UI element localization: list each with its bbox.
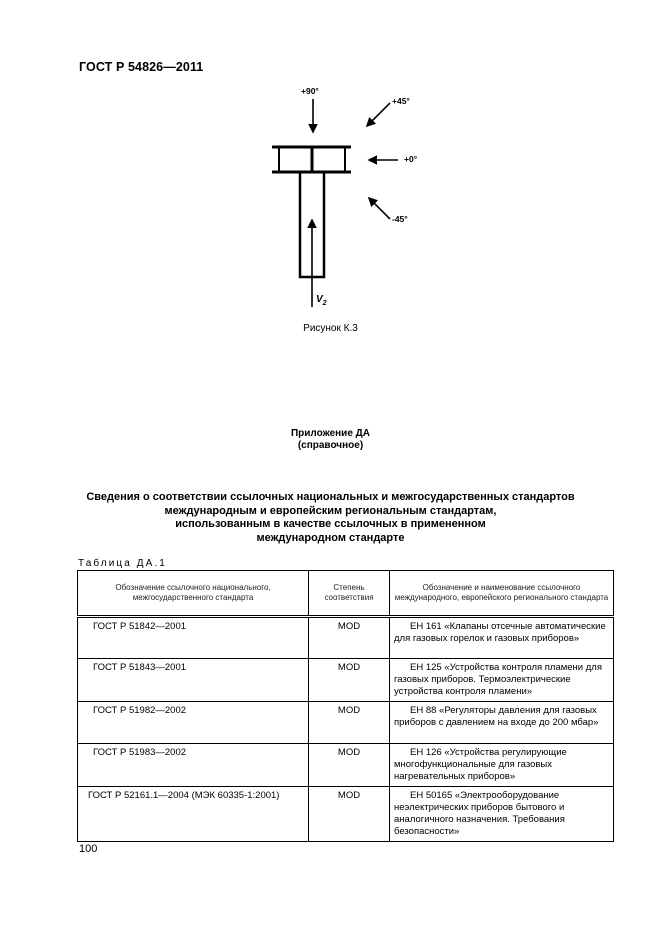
title-line: международном стандарте [256,531,405,544]
angle-label-minus45: -45° [392,214,408,224]
header-national-standard: Обозначение ссылочного национального, межгосударственного стандарта [78,571,309,617]
standards-correspondence-table [77,570,614,842]
appendix-type: (справочное) [297,440,364,451]
table-row [78,744,614,787]
cell-national: ГОСТ Р 51842—2001 [78,617,309,659]
cell-national: ГОСТ Р 51983—2002 [78,744,309,787]
table-row [78,702,614,744]
cell-national: ГОСТ Р 51843—2001 [78,659,309,702]
document-code-header: ГОСТ Р 54826—2011 [79,60,204,74]
header-degree: Степень соответствия [309,571,390,617]
appendix-name: Приложение ДА [290,428,371,439]
cell-degree: MOD [309,744,390,787]
cell-national: ГОСТ Р 51982—2002 [78,702,309,744]
velocity-subscript: 2 [322,300,327,307]
angle-label-zero: +0° [404,154,418,164]
cell-international: ЕН 126 «Устройства регулирующие многофункциональные для газовых нагревательных приборов» [390,744,614,787]
table-row [78,659,614,702]
velocity-symbol: V [316,294,323,305]
cell-international: ЕН 125 «Устройства контроля пламени для газовых приборов. Термоэлектрические устройства контроля пламени» [390,659,614,702]
figure-k3 [0,0,661,360]
figure-caption: Рисунок К.3 [303,323,358,334]
page-number: 100 [79,843,98,855]
cell-national: ГОСТ Р 52161.1—2004 (МЭК 60335-1:2001) [78,787,309,842]
appendix-heading [0,428,661,452]
table-row [78,617,614,659]
header-international-standard: Обозначение и наименование ссылочного международного, европейского регионального стандарта [390,571,614,617]
cell-degree: MOD [309,659,390,702]
angle-label-plus45: +45° [392,96,410,106]
table-label: Таблица ДА.1 [78,558,167,569]
title-line: международным и европейским региональным стандартам, [164,504,497,517]
cell-degree: MOD [309,617,390,659]
title-line: Сведения о соответствии ссылочных национальных и межгосударственных стандартов [86,491,575,503]
velocity-label [316,294,327,307]
title-line: использованным в качестве ссылочных в примененном [175,518,486,530]
cell-degree: MOD [309,787,390,842]
flange-diagram-icon [0,0,661,360]
cell-international: ЕН 161 «Клапаны отсечные автоматические для газовых горелок и газовых приборов» [390,617,614,659]
table-row [78,787,614,842]
angle-label-plus90: +90° [301,86,319,96]
cell-international: ЕН 88 «Регуляторы давления для газовых приборов с давлением на входе до 200 мбар» [390,702,614,744]
cell-international: ЕН 50165 «Электрооборудование неэлектрических приборов бытового и аналогичного назначения. Требования безопасности» [390,787,614,842]
table-header-row [78,571,614,617]
cell-degree: MOD [309,702,390,744]
appendix-title [0,491,661,545]
